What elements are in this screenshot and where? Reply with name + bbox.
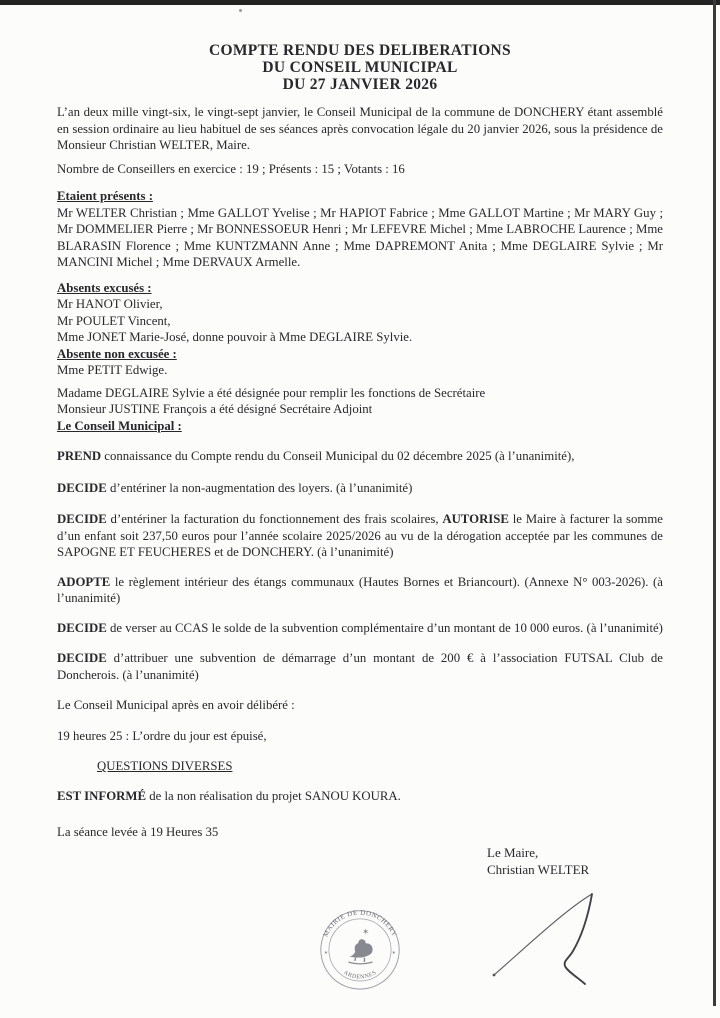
text-run: DECIDE (57, 512, 107, 526)
title-line-3: DU 27 JANVIER 2026 (282, 76, 438, 93)
text-run: connaissance du Compte rendu du Conseil Municipal du 02 décembre 2025 (à l’unanimité), (101, 449, 575, 463)
secretary-adjoint-line: Monsieur JUSTINE François a été désigné Secrétaire Adjoint (57, 402, 373, 416)
text-run: DECIDE (57, 620, 107, 635)
text-run: le règlement intérieur des étangs communaux (Hautes Bornes et Briancourt). (Annexe N° 003-2026). (à l’unanimité) (57, 574, 663, 605)
text-run: EST INFORMÉ (57, 788, 147, 803)
stamp-sunburst-icon: ✶ (362, 926, 370, 937)
questions-diverses-heading: QUESTIONS DIVERSES (97, 759, 233, 773)
absent-excused-line: Mr POULET Vincent, (57, 313, 171, 328)
text-run: le Maire à facturer la somme d’un enfant soit 237,50 euros pour l’année scolaire 2025/2026 au vu de la dérogation acceptée par les communes de SAPOGNE ET FEUCHERES et de DONCHERY. (à l’unanimité) (57, 512, 663, 559)
deliberation-futsal (57, 650, 663, 683)
text-run: DECIDE (57, 480, 107, 495)
signature-role: Le Maire, (487, 845, 539, 860)
mayor-signature-mark (480, 880, 650, 1010)
svg-text:ARDENNES (342, 970, 377, 981)
text-run: d’attribuer une subvention de démarrage d’un montant de 200 € à l’association FUTSAL Club de Doncherois. (à l’unanimité) (57, 651, 663, 682)
scan-edge-right (713, 0, 716, 1006)
stamp-right-star-icon: ✶ (391, 950, 397, 957)
text-run: PREND (57, 449, 102, 463)
informed-line (57, 788, 663, 805)
document-body (57, 0, 663, 841)
stamp-arc-text-bottom: ARDENNES (342, 969, 378, 981)
deliberation-frais-scolaires (57, 511, 663, 561)
text-run: AUTORISE (442, 512, 509, 526)
after-deliberation-line: Le Conseil Municipal après en avoir délibéré : (57, 698, 295, 712)
council-heading: Le Conseil Municipal : (57, 418, 182, 433)
mairie-donchery-stamp-icon (317, 905, 403, 991)
absent-excused-line: Mme JONET Marie-José, donne pouvoir à Mme DEGLAIRE Sylvie. (57, 330, 413, 344)
text-run: d’entériner la facturation du fonctionnement des frais scolaires, (106, 512, 443, 526)
absent-excused-heading: Absents excusés : (57, 280, 152, 295)
text-run: de verser au CCAS le solde de la subvention complémentaire d’un montant de 10 000 euros. (à l’unanimité) (106, 620, 663, 635)
secretary-line: Madame DEGLAIRE Sylvie a été désignée pour remplir les fonctions de Secrétaire (57, 385, 486, 400)
stamp-left-star-icon: ✶ (323, 950, 329, 957)
absent-excused-line: Mr HANOT Olivier, (57, 297, 163, 311)
order-of-day-line: 19 heures 25 : L’ordre du jour est épuisé, (57, 728, 267, 743)
seance-levee-line: La séance levée à 19 Heures 35 (57, 825, 219, 839)
intro-paragraph: L’an deux mille vingt-six, le vingt-sept janvier, le Conseil Municipal de la commune de DONCHERY étant assemblé en session ordinaire au lieu habituel de ses séances après convocation légale du 20 janvier 2026, sous la présidence de Monsieur Christian WELTER, Maire. (57, 105, 663, 152)
deliberation-prend-compte-rendu (57, 448, 663, 465)
stamp-arc-text-top: MAIRIE DE DONCHERY (322, 909, 398, 939)
counselors-count-line: Nombre de Conseillers en exercice : 19 ; Présents : 15 ; Votants : 16 (57, 161, 405, 176)
title-line-2: DU CONSEIL MUNICIPAL (262, 59, 458, 76)
text-run: de la non réalisation du projet SANOU KOURA. (146, 788, 401, 803)
present-heading: Etaient présents : (57, 189, 153, 203)
deliberation-loyers (57, 480, 663, 497)
deliberation-ccas (57, 620, 663, 637)
text-run: d’entériner la non-augmentation des loyers. (à l’unanimité) (106, 480, 413, 495)
absent-not-excused-heading: Absente non excusée : (57, 346, 177, 361)
document-title (57, 42, 663, 93)
signature-block (487, 845, 589, 878)
present-names: Mr WELTER Christian ; Mme GALLOT Yvelise ; Mr HAPIOT Fabrice ; Mme GALLOT Martine ; Mr MARY Guy ; Mr DOMMELIER Pierre ; Mr BONNESSOEUR Henri ; Mr LEFEVRE Michel ; Mme LABROCHE Laurence ; Mme BLARASIN Florence ; Mme KUNTZMANN Anne ; Mme DAPREMONT Anita ; Mme DEGLAIRE Sylvie ; Mr MANCINI Michel ; Mme DERVAUX Armelle. (57, 205, 663, 269)
text-run: DECIDE (57, 651, 107, 665)
text-run: ADOPTE (57, 574, 111, 589)
absent-not-excused-line: Mme PETIT Edwige. (57, 363, 168, 377)
signature-name: Christian WELTER (487, 861, 590, 877)
deliberation-reglement-etangs (57, 574, 663, 607)
title-line-1: COMPTE RENDU DES DELIBERATIONS (209, 42, 511, 59)
